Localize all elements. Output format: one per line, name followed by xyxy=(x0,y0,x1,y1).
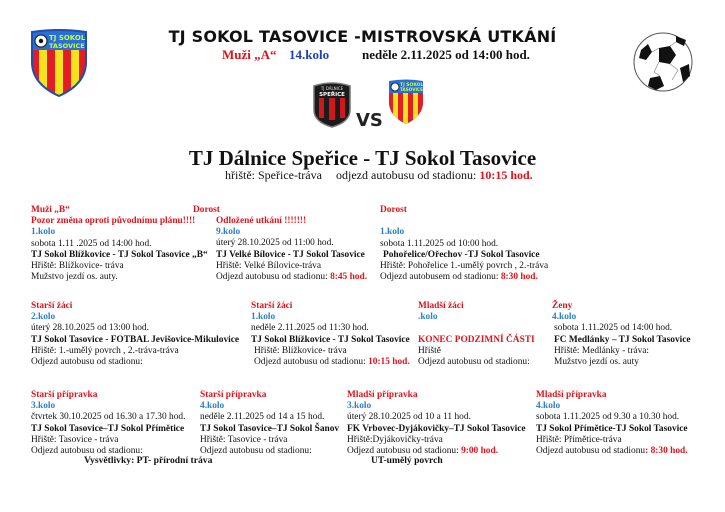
sperice-crest-icon xyxy=(311,80,353,128)
svg-text:TASOVICE: TASOVICE xyxy=(400,87,423,92)
match-teams: TJ Velké Bílovice - TJ Sokol Tasovice xyxy=(216,249,365,260)
svg-text:TJ SOKOL: TJ SOKOL xyxy=(400,83,424,88)
page-title: TJ SOKOL TASOVICE -MISTROVSKÁ UTKÁNÍ xyxy=(168,27,557,46)
round-label: 1.kolo xyxy=(31,227,56,238)
match-date: sobota 1.11 .2025 od 14:00 hod. xyxy=(31,238,152,249)
match-teams: Pohořelice/Ořechov -TJ Sokol Tasovice xyxy=(383,249,540,260)
match-transport xyxy=(536,446,688,457)
match-block-mladsi-pripravka-1 xyxy=(347,390,526,457)
category-label: Dorost xyxy=(193,205,220,215)
category-label: Mladší přípravka xyxy=(536,390,607,400)
round-label: 1.kolo xyxy=(380,227,405,238)
match-block-starsi-zaci-2 xyxy=(251,301,410,368)
legend-ut: UT-umělý povrch xyxy=(371,455,443,466)
category-label: Starší žáci xyxy=(31,301,73,311)
main-round: 14.kolo xyxy=(289,47,330,62)
match-pitch: Hřiště: Přímětice-tráva xyxy=(536,434,622,445)
match-teams: TJ Sokol Přímětice-TJ Sokol Tasovice xyxy=(536,423,688,434)
match-block-dorost-1-body xyxy=(216,216,367,283)
match-pitch: Hřiště: Blížkovice- tráva xyxy=(254,345,347,356)
svg-text:SPEŘICE: SPEŘICE xyxy=(319,92,345,98)
match-transport: Odjezd autobusu od stadionu: xyxy=(31,445,143,456)
tasovice-crest-small-icon xyxy=(386,78,426,126)
match-transport: Odjezd autobusu od stadionu: xyxy=(200,445,312,456)
transport-time: 8:45 hod. xyxy=(330,271,368,282)
match-date: úterý 28.10.2025 od 13:00 hod. xyxy=(31,323,149,334)
match-block-muzi-b xyxy=(31,205,208,283)
round-label: 4.kolo xyxy=(536,401,561,412)
round-label: .kolo xyxy=(418,312,438,323)
match-date: neděle 2.11.2025 od 11:30 hod. xyxy=(251,323,369,334)
transport-label: Odjezd autobusu od stadionu: xyxy=(216,271,328,282)
match-block-mladsi-zaci xyxy=(418,301,535,368)
match-block-starsi-pripravka-1 xyxy=(31,390,185,457)
match-teams: TJ Sokol Blížkovice - TJ Sokol Tasovice „B“ xyxy=(31,249,208,260)
match-teams: TJ Sokol Tasovice–TJ Sokol Přímětice xyxy=(31,423,185,434)
category-label: Muži „B“ xyxy=(31,205,70,215)
svg-text:TASOVICE: TASOVICE xyxy=(49,42,85,50)
match-date xyxy=(418,323,535,334)
match-transport: Mužstvo jezdí os. auty xyxy=(554,356,639,367)
departure-label: odjezd autobusu od stadionu: xyxy=(336,168,477,182)
match-date: úterý 28.10.2025 od 11:00 hod. xyxy=(216,238,334,249)
category-label: Starší přípravka xyxy=(200,390,267,400)
match-transport xyxy=(216,272,367,283)
match-block-starsi-pripravka-2 xyxy=(200,390,339,457)
category-label: Mladší žáci xyxy=(418,301,464,311)
round-label: 3.kolo xyxy=(347,401,372,412)
round-label: 1.kolo xyxy=(251,312,276,323)
season-end-notice: KONEC PODZIMNÍ ČÁSTI xyxy=(418,334,535,345)
svg-text:TJ SOKOL: TJ SOKOL xyxy=(49,34,86,42)
category-label: Ženy xyxy=(552,301,573,311)
match-block-dorost-1 xyxy=(193,205,220,216)
match-block-dorost-2 xyxy=(380,205,548,283)
transport-label: Odjezd autobusu od stadionu xyxy=(536,445,646,456)
match-date: sobota 1.11.2025 od 9.30 a 10.30 hod. xyxy=(536,412,680,423)
vs-label: VS xyxy=(356,110,383,131)
match-date: úterý 28.10.2025 od 10 a 11 hod. xyxy=(347,412,471,423)
main-match-departure xyxy=(336,168,533,183)
transport-label: Odjezd autobusu od stadionu: xyxy=(347,445,459,456)
match-block-starsi-zaci-1 xyxy=(31,301,239,368)
match-date: čtvrtek 30.10.2025 od 16.30 a 17.30 hod. xyxy=(31,412,186,423)
match-teams: TJ Sokol Tasovice–TJ Sokol Šanov xyxy=(200,423,340,434)
match-pitch: Hřiště: 1.-umělý povrch , 2.-tráva-tráva xyxy=(31,345,179,356)
match-date: neděle 2.11.2025 od 14 a 15 hod. xyxy=(200,412,325,423)
main-datetime: neděle 2.11.2025 od 14:00 hod. xyxy=(362,47,530,62)
match-pitch: Hřiště: Blížkovice- tráva xyxy=(31,260,124,271)
round-label: 2.kolo xyxy=(31,312,56,323)
match-teams: TJ Sokol Blížkovice - TJ Sokol Tasovice xyxy=(251,334,410,345)
match-pitch: Hřiště: Velké Bílovice-tráva xyxy=(216,260,321,271)
category-label: Mladší přípravka xyxy=(347,390,418,400)
match-teams: FK Vrbovec-Dyjákovičky–TJ Sokol Tasovice xyxy=(347,423,526,434)
match-block-mladsi-pripravka-2 xyxy=(536,390,688,457)
transport-label: Odjezd autobusem od stadionu: xyxy=(380,272,499,283)
match-teams: FC Medlánky – TJ Sokol Tasovice xyxy=(554,334,691,345)
match-pitch: Hřiště: Tasovice - tráva xyxy=(200,434,288,445)
category-label: Starší žáci xyxy=(251,301,293,311)
home-team-crest xyxy=(311,80,353,128)
category-label: Starší přípravka xyxy=(31,390,98,400)
transport-time: 8:30 hod. xyxy=(500,272,538,283)
match-pitch: Hřiště: Tasovice - tráva xyxy=(31,434,119,445)
match-pitch: Hřiště:Dyjákovičky-tráva xyxy=(347,434,443,445)
notice-text xyxy=(380,216,548,227)
transport-time: 10:15 hod. xyxy=(368,356,410,367)
svg-text:TJ DÁLNICE: TJ DÁLNICE xyxy=(320,86,344,91)
notice-text: Odložené utkání !!!!!!! xyxy=(216,216,307,226)
match-transport xyxy=(380,272,548,283)
transport-time: : 8:30 hod. xyxy=(645,445,688,456)
match-pitch: Hřiště: Pohořelice 1.-umělý povrch , 2.-tráva xyxy=(380,260,549,271)
departure-time: 10:15 hod. xyxy=(479,168,533,182)
legend-pt: Vysvětlivky: PT- přírodní tráva xyxy=(84,455,213,466)
match-pitch: Hřiště: Medlánky - tráva: xyxy=(554,345,650,356)
main-match-title: TJ Dálnice Speřice - TJ Sokol Tasovice xyxy=(188,146,537,170)
transport-label: Odjezd autobusu od stadionu: xyxy=(254,356,366,367)
round-label: 4.kolo xyxy=(200,401,225,412)
round-label: 4.kolo xyxy=(552,312,577,323)
match-block-zeny xyxy=(552,301,691,368)
main-team-label: Muži „A“ xyxy=(222,47,277,62)
match-teams: TJ Sokol Tasovice - FOTBAL Jevišovice-Mikulovice xyxy=(31,334,240,345)
notice-text: Pozor změna oproti původnímu plánu!!!! xyxy=(31,216,196,227)
round-label: 3.kolo xyxy=(31,401,56,412)
match-transport xyxy=(251,357,410,368)
match-transport: Odjezd autobusu od stadionu: xyxy=(418,356,530,367)
match-transport: Mužstvo jezdí os. auty. xyxy=(31,272,118,283)
round-label: 9.kolo xyxy=(216,227,241,238)
away-team-crest xyxy=(386,78,426,126)
transport-time: 9:00 hod. xyxy=(461,445,499,456)
match-transport: Odjezd autobusu od stadionu: xyxy=(31,356,143,367)
main-match-pitch: hřiště: Speřice-tráva xyxy=(225,168,322,182)
match-date: sobota 1.11.2025 od 14:00 hod. xyxy=(554,323,673,334)
match-date: sobota 1.11.2025 od 10:00 hod. xyxy=(380,238,499,249)
category-label: Dorost xyxy=(380,205,407,215)
match-pitch: Hřiště xyxy=(418,345,441,356)
